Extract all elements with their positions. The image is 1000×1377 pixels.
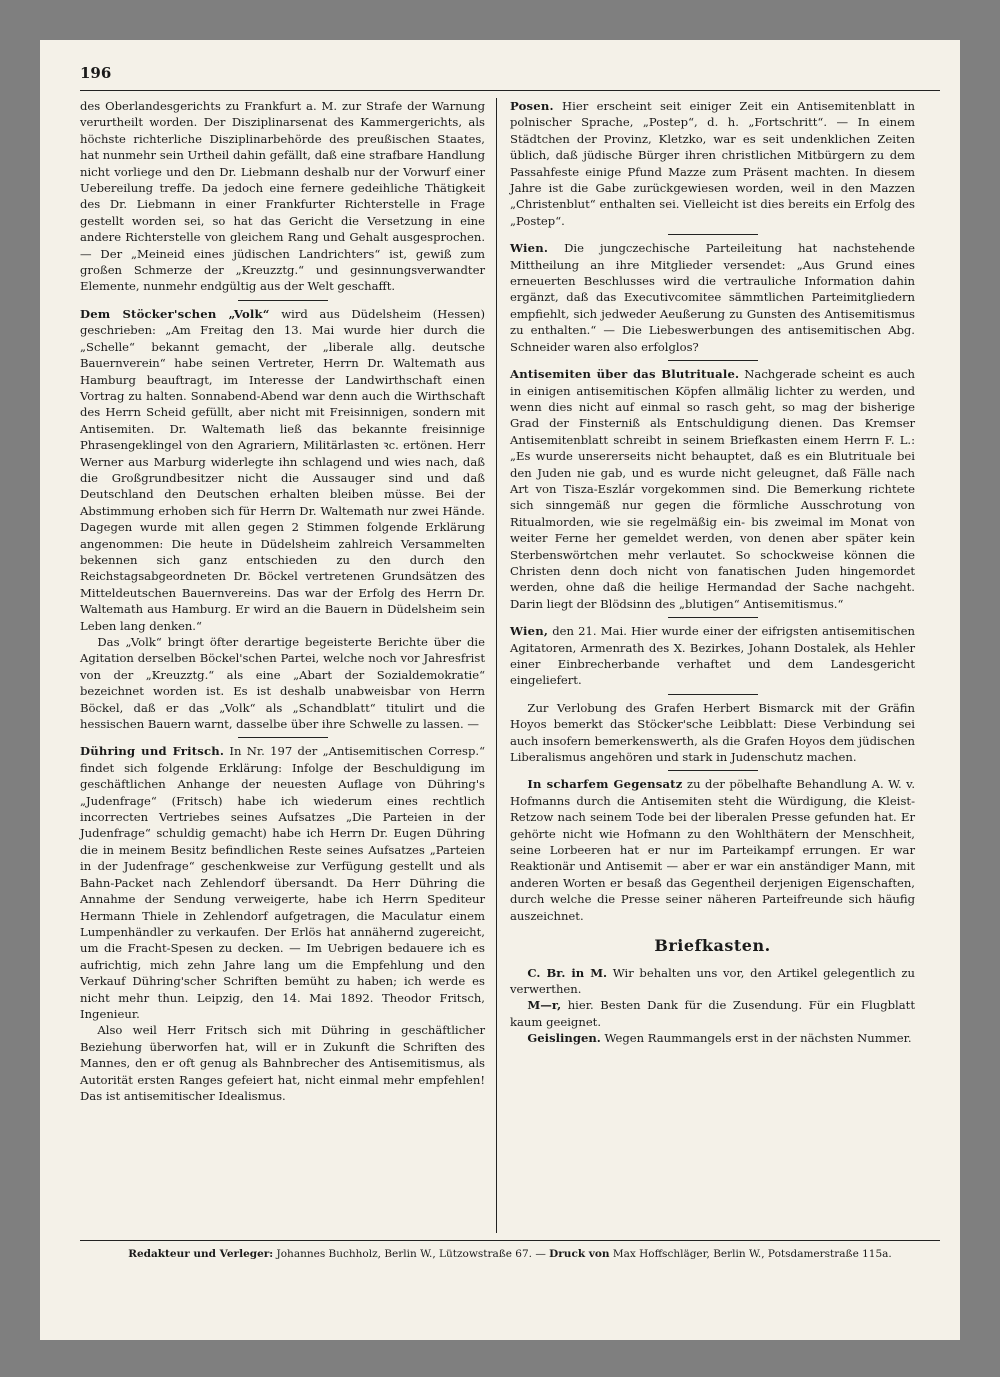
article-separator xyxy=(668,617,758,618)
article-text: Hier erscheint seit einiger Zeit ein Antisemitenblatt in polnischer Sprache, „Postep“, d. h. „Fortschritt“. — In einem Städtchen der Provinz, Kletzko, war es seit undenklichen Zeiten üblich, daß jüdische Bürger ihren christlichen Mitbürgern zu dem Passahfeste einige Pfund Mazze zum Präsent machten. In diesem Jahre ist die Gabe zurückgewiesen worden, weil in den Mazzen „Christenblut“ enthalten sei. Vielleicht ist dies bereits ein Erfolg des „Postep“. xyxy=(510,99,915,228)
article-stoecker-volk xyxy=(80,306,485,733)
briefkasten-recipient: M—r, xyxy=(527,998,562,1013)
article-text: Die jungczechische Parteileitung hat nachstehende Mittheilung an ihre Mitglieder versendet: „Aus Grund eines erneuerten Beschlusses wird die vertrauliche Information dahin ergänzt, daß das Executivcomitee sämmtlichen Parteimitgliedern empfiehlt, sich jedweder Aeußerung zu Gunsten des Antisemitismus zu enthalten.“ — Die Liebeswerbungen des antisemitischen Abg. Schneider waren also erfolglos? xyxy=(510,241,915,354)
newspaper-page xyxy=(40,40,960,1340)
article-wien-jungczechen xyxy=(510,240,915,355)
article-title: Posen. xyxy=(510,99,554,113)
article-separator xyxy=(238,300,328,301)
article-title: Antisemiten über das Blutrituale. xyxy=(510,367,740,382)
column-divider xyxy=(496,98,497,1233)
editor-label: Redakteur und Verleger: xyxy=(128,1248,274,1260)
article-paragraph: Das „Volk“ bringt öfter derartige begeisterte Berichte über die Agitation derselben Böckel'schen Partei, welche noch vor Jahresfrist von der „Kreuzztg.“ als eine „Abart der Sozialdemokratie“ bezeichnet worden ist. Es ist deshalb unabweisbar von Herrn Böckel, daß er das „Volk“ als „Schandblatt“ titulirt und die hessischen Bauern warnt, dasselbe über ihre Schwelle zu lassen. — xyxy=(80,635,485,732)
briefkasten-recipient: Geislingen. xyxy=(527,1031,601,1046)
article-separator xyxy=(668,694,758,695)
briefkasten-item xyxy=(510,997,915,1030)
article-title: In scharfem Gegensatz xyxy=(527,777,683,792)
article-paragraph xyxy=(510,776,915,924)
article-separator xyxy=(668,234,758,235)
editor-info: Johannes Buchholz, Berlin W., Lützowstraße 67. — xyxy=(273,1248,550,1260)
article-paragraph xyxy=(510,623,915,689)
article-paragraph: Zur Verlobung des Grafen Herbert Bismarck mit der Gräfin Hoyos bemerkt das Stöcker'sche Leibblatt: Diese Verbindung sei auch insofern bemerkenswerth, als die Grafen Hoyos dem jüdischen Liberalismus angehören und stark in Judenschutz machen. xyxy=(510,700,915,765)
briefkasten-item xyxy=(510,1030,915,1046)
page-number: 196 xyxy=(80,64,112,82)
article-title: Wien. xyxy=(510,241,549,256)
article-title: Wien, xyxy=(510,624,549,639)
header-rule xyxy=(80,90,940,91)
article-liebmann xyxy=(80,98,485,295)
article-separator xyxy=(668,360,758,361)
article-paragraph xyxy=(80,743,485,1022)
article-text: In Nr. 197 der „Antisemitischen Corresp.“ findet sich folgende Erklärung: Infolge der Beschuldigung im geschäftlichen Anhange der neuesten Auflage von Dühring's „Judenfrage“ (Fritsch) habe ich wiederum eines rechtlich incorrecten Vertriebes seines Aufsatzes „Die Parteien in der Judenfrage“ schuldig gemacht) habe ich Herrn Dr. Eugen Dühring die in meinem Besitz befindlichen Reste seines Aufsatzes „Parteien in der Judenfrage“ geschenkweise zur Verfügung gestellt und als Bahn-Packet nach Zehlendorf übersandt. Da Herr Dühring die Annahme der Sendung verweigerte, habe ich Herrn Spediteur Hermann Thiele in Zehlendorf aufgetragen, die Maculatur einem Lumpenhändler zu verkaufen. Der Erlös hat annähernd zugereicht, um die Fracht-Spesen zu decken. — Im Uebrigen bedauere ich es aufrichtig, mich zehn Jahre lang um die Empfehlung und den Verkauf Dühring'scher Schriften bemüht zu haben; ich werde es nicht mehr thun. Leipzig, den 14. Mai 1892. Theodor Fritsch, Ingenieur. xyxy=(80,744,485,1021)
briefkasten-heading: Briefkasten. xyxy=(654,936,771,956)
article-bismarck-hoyos xyxy=(510,700,915,766)
left-column xyxy=(80,98,485,1104)
article-text: zu der pöbelhafte Behandlung A. W. v. Hofmanns durch die Antisemiten steht die Würdigung, die Kleist-Retzow nach seinem Tode bei der liberalen Presse gefunden hat. Er gehörte nicht wie Hofmann zu den Wohlthätern der Menschheit, seine Lorbeeren hat er nur im Parteikampf errungen. Er war Reaktionär und Antisemit — aber er war ein anständiger Mann, mit anderen Worten er besaß das Gegentheil derjenigen Eigenschaften, durch welche die Presse seiner näheren Parteifreunde sich häufig auszeichnet. xyxy=(510,777,916,923)
briefkasten-list xyxy=(510,965,915,1047)
article-paragraph: Also weil Herr Fritsch sich mit Dühring in geschäftlicher Beziehung überworfen hat, will er in Zukunft die Schriften des Mannes, den er oft genug als Bahnbrecher des Antisemitismus, als Autorität ersten Ranges gefeiert hat, nicht einmal mehr empfehlen! Das ist antisemitischer Idealismus. xyxy=(80,1023,485,1103)
briefkasten-text: Wegen Raummangels erst in der nächsten Nummer. xyxy=(600,1031,912,1046)
briefkasten-recipient: C. Br. in M. xyxy=(527,965,608,980)
article-paragraph xyxy=(510,240,915,355)
right-column xyxy=(510,98,915,1047)
article-text: den 21. Mai. Hier wurde einer der eifrigsten antisemitischen Agitatoren, Armenrath des X. Bezirkes, Johann Dostalek, als Hehler einer Einbrecherbande verhaftet und dem Landesgericht eingeliefert. xyxy=(510,624,915,688)
article-kleist-retzow xyxy=(510,776,915,924)
article-title: Dem Stöcker'schen „Volk“ xyxy=(80,306,270,321)
article-paragraph xyxy=(510,366,915,612)
briefkasten-item xyxy=(510,965,915,998)
footer-rule xyxy=(80,1240,940,1241)
printer-info: Max Hoffschläger, Berlin W., Potsdamerstraße 115a. xyxy=(609,1248,892,1260)
article-wien-dostalek xyxy=(510,623,915,689)
article-separator xyxy=(238,737,328,738)
briefkasten-text: hier. Besten Dank für die Zusendung. Für ein Flugblatt kaum geeignet. xyxy=(510,998,915,1029)
article-paragraph xyxy=(510,98,915,229)
article-title: Dühring und Fritsch. xyxy=(80,744,225,759)
article-text: des Oberlandesgerichts zu Frankfurt a. M. zur Strafe der Warnung verurtheilt worden. Der Disziplinarsenat des Kammergerichts, als höchste richterliche Disziplinarbehörde des preußischen Staates, hat nunmehr sein Urtheil dahin gefällt, daß eine strafbare Handlung nicht vorliege und den Dr. Liebmann deshalb nur der Vorwurf einer Uebereilung treffe. Da jedoch eine fernere gedeihliche Thätigkeit des Dr. Liebmann in einer Frankfurter Richterstelle in Frage gestellt worden sei, so hat das Gericht die Versetzung in eine andere Richterstelle von gleichem Rang und Gehalt ausgesprochen. — Der „Meineid eines jüdischen Landrichters“ ist, gewiß zum großen Schmerze der „Kreuzztg.“ und gesinnungsverwandter Elemente, nunmehr endgültig aus der Welt geschafft. xyxy=(80,99,485,294)
imprint-footer xyxy=(80,1248,940,1260)
article-text: wird aus Düdelsheim (Hessen) geschrieben: „Am Freitag den 13. Mai wurde hier durch die „Schelle“ bekannt gemacht, der „liberale allg. deutsche Bauernverein“ habe seinen Vertreter, Herrn Dr. Waltemath aus Hamburg beauftragt, im Interesse der Landwirthschaft einen Vortrag zu halten. Sonnabend-Abend war denn auch die Wirthschaft des Herrn Scheid gefüllt, aber nicht mit Freisinnigen, sondern mit Antisemiten. Dr. Waltemath ließ das bekannte freisinnige Phrasengeklingel von den Agrariern, Militärlasten ꝛc. ertönen. Herr Werner aus Marburg widerlegte ihn schlagend und wies nach, daß die Großgrundbesitzer nicht die Aussauger sind und daß Deutschland den Deutschen erhalten bleiben müsse. Bei der Abstimmung erhoben sich für Herrn Dr. Waltemath nur zwei Hände. Dagegen wurde mit allen gegen 2 Stimmen folgende Erklärung angenommen: Die heute in Düdelsheim zahlreich Versammelten bekennen sich ganz entschieden zu den durch den Reichstagsabgeordneten Dr. Böckel vertretenen Grundsätzen des Mitteldeutschen Bauernvereins. Das war der Erfolg des Herrn Dr. Waltemath aus Hamburg. Er wird an die Bauern in Düdelsheim sein Leben lang denken.“ xyxy=(80,306,485,633)
printer-label: Druck von xyxy=(549,1248,610,1260)
briefkasten-text: Wir behalten uns vor, den Artikel gelegentlich zu verwerthen. xyxy=(510,965,915,996)
article-blutrituale xyxy=(510,366,915,612)
article-duehring-fritsch xyxy=(80,743,485,1104)
article-posen xyxy=(510,98,915,229)
article-paragraph xyxy=(80,306,485,634)
article-separator xyxy=(668,770,758,771)
article-text: Nachgerade scheint es auch in einigen antisemitischen Köpfen allmälig lichter zu werden, und wenn dies nicht auf einmal so rasch geht, so mag der bisherige Grad der Finsterniß als Entschuldigung dienen. Das Kremser Antisemitenblatt schreibt in seinem Briefkasten einem Herrn F. L.: „Es wurde unsererseits nicht behauptet, daß es ein Blutrituale bei den Juden nie gab, und es wurde nicht geleugnet, daß Fälle nach Art von Tisza-Eszlár vorgekommen sind. Die Bemerkung richtete sich sinngemäß nur gegen die förmliche Ausschrotung von Ritualmorden, wie sie regelmäßig ein- bis zweimal im Monat von weiter Ferne her gemeldet werden, von denen aber später kein Sterbenswörtchen mehr verlautet. So schockweise können die Christen denn doch nicht von fanatischen Juden hingemordet werden, ohne daß die heilige Hermandad der Sache nachgeht. Darin liegt der Blödsinn des „blutigen“ Antisemitismus.“ xyxy=(510,367,915,611)
